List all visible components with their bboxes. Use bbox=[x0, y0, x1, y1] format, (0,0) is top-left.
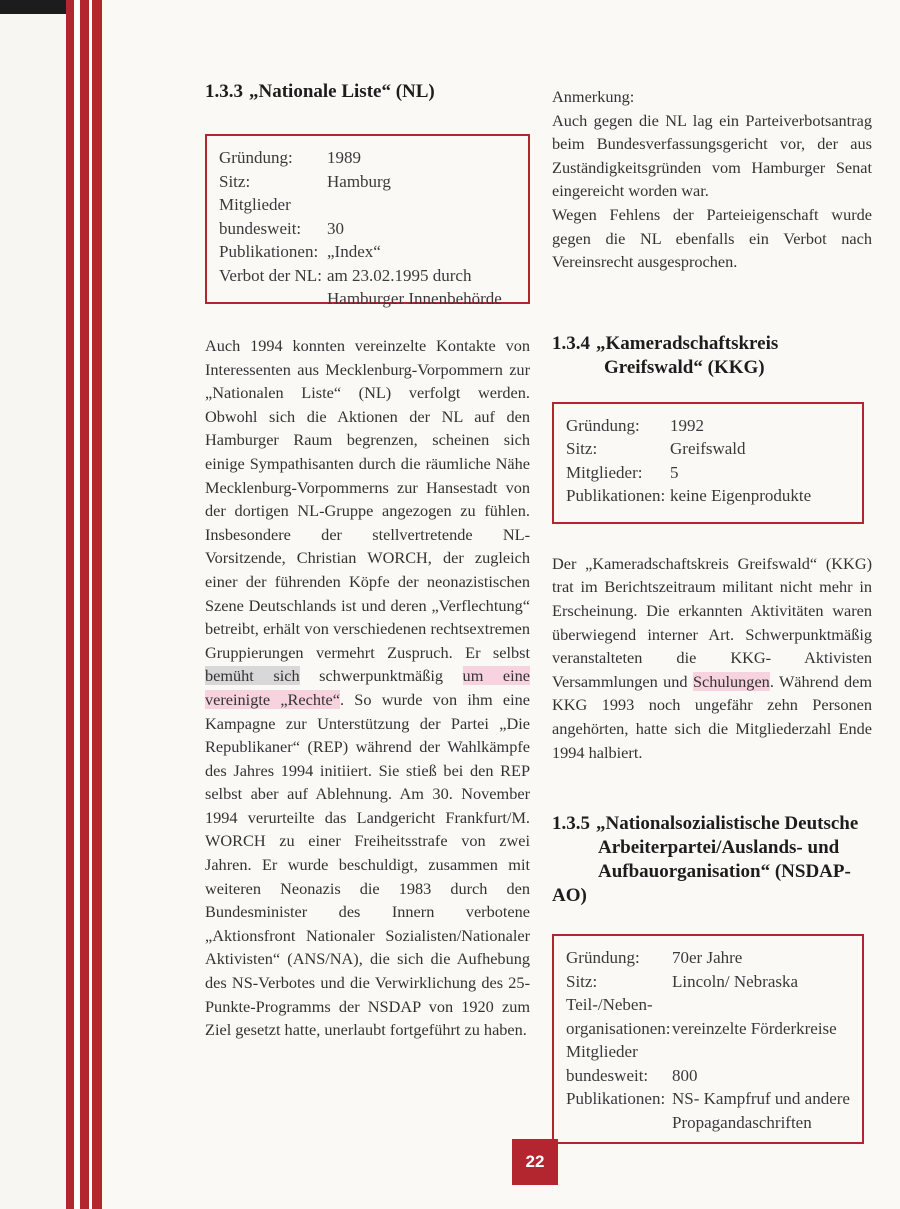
info-value bbox=[672, 1040, 850, 1064]
note-paragraph: Auch gegen die NL lag ein Parteiverbotsantrag beim Bundesverfassungsgericht vor, der aus Zuständigkeitsgründen vom Hamburger Senat eingereicht worden war. bbox=[552, 110, 872, 201]
info-row bbox=[219, 217, 516, 241]
info-key: bundesweit: bbox=[219, 218, 302, 238]
note-paragraph: Wegen Fehlens der Parteieigenschaft wurde gegen die NL ebenfalls ein Verbot nach Vereinsrecht ausgesprochen. bbox=[552, 204, 872, 272]
section-title-line: Arbeiterpartei/Auslands- und bbox=[598, 837, 840, 859]
info-row bbox=[566, 1111, 850, 1135]
section-title-line: „Kameradschaftskreis bbox=[596, 332, 779, 354]
info-key: Mitglieder bbox=[566, 1042, 638, 1062]
body-text: Der „Kameradschaftskreis Greifswald“ (KKG) trat im Berichtszeitraum militant nicht mehr in Erscheinung. Die erkannten Aktivitäten waren überwiegend interner Art. Schwerpunktmäßig veranstalteten die KKG- Aktivisten Versammlungen und bbox=[552, 553, 872, 691]
section-title-line: „Nationalsozialistische Deutsche bbox=[596, 813, 859, 835]
info-row bbox=[566, 970, 850, 994]
info-key: Sitz: bbox=[566, 439, 598, 459]
body-text: . Während dem KKG 1993 noch ungefähr zehn Personen angehörten, hatte sich die Mitgliederzahl Ende 1994 halbiert. bbox=[552, 671, 872, 762]
info-row bbox=[219, 240, 516, 264]
info-key: Publikationen: bbox=[566, 1089, 666, 1109]
right-column bbox=[552, 85, 872, 1144]
info-value: Hamburg bbox=[327, 171, 391, 191]
section-title-line: Aufbauorganisation“ (NSDAP-AO) bbox=[552, 861, 851, 907]
info-row bbox=[219, 170, 516, 194]
section-number: 1.3.5 bbox=[552, 813, 590, 835]
info-key: bundesweit: bbox=[566, 1065, 649, 1085]
highlight-pink: um eine vereinigte „Rechte“ bbox=[205, 666, 530, 709]
info-row bbox=[219, 146, 516, 170]
info-value bbox=[672, 993, 850, 1017]
info-row bbox=[566, 1064, 850, 1088]
info-key: Mitglieder: bbox=[566, 462, 643, 482]
highlight-gray: bemüht sich bbox=[205, 666, 300, 686]
section-number: 1.3.4 bbox=[552, 332, 590, 354]
info-box-nl bbox=[205, 134, 530, 308]
info-value: 800 bbox=[672, 1065, 698, 1085]
info-value: 5 bbox=[670, 462, 679, 482]
section-heading-nl bbox=[205, 80, 530, 104]
info-row bbox=[219, 193, 516, 217]
info-value bbox=[327, 193, 516, 217]
info-row bbox=[566, 1040, 850, 1064]
info-value: 30 bbox=[327, 218, 344, 238]
info-value: Lincoln/ Nebraska bbox=[672, 971, 799, 991]
info-row bbox=[219, 264, 516, 288]
info-row bbox=[566, 414, 850, 438]
info-value: keine Eigenprodukte bbox=[670, 486, 812, 506]
info-value: vereinzelte Förderkreise bbox=[672, 1018, 837, 1038]
info-row bbox=[566, 461, 850, 485]
info-key: Teil-/Neben- bbox=[566, 995, 653, 1015]
info-row bbox=[566, 946, 850, 970]
highlight-pink: Schulungen bbox=[692, 671, 770, 691]
info-value: 1989 bbox=[327, 148, 361, 167]
note-label: Anmerkung: bbox=[552, 87, 635, 106]
info-key: Gründung: bbox=[219, 148, 293, 167]
info-value: am 23.02.1995 durch bbox=[327, 265, 472, 285]
info-value: 1992 bbox=[670, 415, 704, 435]
section-number: 1.3.3 bbox=[205, 81, 243, 102]
info-box-kkg bbox=[552, 402, 864, 524]
section-title-line: Greifswald“ (KKG) bbox=[604, 356, 765, 378]
body-text: . So wurde von ihm eine Kampagne zur Unterstützung der Partei „Die Republikaner“ (REP) während der Wahlkämpfe des Jahres 1994 initiiert. Sie stieß bei den REP selbst aber auf Ablehnung. Am 30. November 1994 verurteilte das Landgericht Frankfurt/M. WORCH zu einer Freiheitsstrafe von zwei Jahren. Er wurde beschuldigt, zusammen mit weiteren Neonazis die 1983 durch den Bundesminister des Innern verbotene „Aktionsfront Nationaler Sozialisten/Nationaler Aktivisten“ (ANS/NA), die sich die Aufhebung des NS-Verbotes und die Verwirklichung des 25-Punkte-Programms der NSDAP von 1920 zum Ziel gesetzt hatte, unerlaubt fortgeführt zu haben. bbox=[205, 689, 531, 1040]
info-row bbox=[566, 1087, 850, 1111]
info-value: Propagandaschriften bbox=[672, 1112, 812, 1132]
info-value: NS- Kampfruf und andere bbox=[672, 1089, 850, 1109]
body-paragraph-nl bbox=[205, 334, 530, 1042]
section-title: „Nationale Liste“ (NL) bbox=[249, 81, 435, 102]
body-text: Auch 1994 konnten vereinzelte Kontakte von Interessenten aus Mecklenburg-Vorpommern zur „Nationalen Liste“ (NL) verfolgt werden. Obwohl sich die Aktionen der NL auf den Hamburger Raum begrenzen, scheinen sich einige Sympathisanten durch die räumliche Nähe Mecklenburg-Vorpommerns zur Hansestadt von der dortigen NL-Gruppe angezogen zu fühlen. Insbesondere der stellvertretende NL-Vorsitzende, Christian WORCH, der zugleich einer der führenden Köpfe der neonazistischen Szene Deutschlands ist und deren „Verflechtung“ betreibt, erhält von verschiedenen rechtsextremen Gruppierungen vermehrt Zuspruch. Er selbst bbox=[205, 336, 530, 662]
info-key: Gründung: bbox=[566, 415, 640, 435]
body-paragraph-kkg bbox=[552, 552, 872, 764]
info-row bbox=[566, 484, 850, 508]
info-key bbox=[219, 287, 327, 311]
info-key: Publikationen: bbox=[219, 242, 319, 261]
info-key: organisationen: bbox=[566, 1018, 671, 1038]
section-heading-nsdap bbox=[552, 812, 872, 908]
info-key: Sitz: bbox=[219, 171, 251, 191]
info-row bbox=[219, 287, 516, 311]
info-key: Publikationen: bbox=[566, 486, 666, 506]
info-key: Verbot der NL: bbox=[219, 265, 322, 285]
info-key bbox=[566, 1111, 672, 1135]
info-value: „Index“ bbox=[327, 242, 381, 261]
margin-stripe bbox=[89, 0, 92, 1209]
info-value: 70er Jahre bbox=[672, 948, 743, 968]
info-box-nsdap bbox=[552, 934, 864, 1144]
info-row bbox=[566, 437, 850, 461]
info-row bbox=[566, 1017, 850, 1041]
info-key: Gründung: bbox=[566, 948, 640, 968]
info-value: Hamburger Innenbehörde bbox=[327, 289, 502, 308]
info-row bbox=[566, 993, 850, 1017]
info-key: Sitz: bbox=[566, 971, 598, 991]
body-text: schwerpunktmäßig bbox=[299, 666, 463, 686]
margin-stripe bbox=[74, 0, 80, 1209]
info-key: Mitglieder bbox=[219, 195, 291, 214]
left-column bbox=[205, 80, 530, 1042]
section-heading-kkg bbox=[552, 332, 872, 380]
info-value: Greifswald bbox=[670, 439, 746, 459]
page-number: 22 bbox=[512, 1139, 558, 1185]
